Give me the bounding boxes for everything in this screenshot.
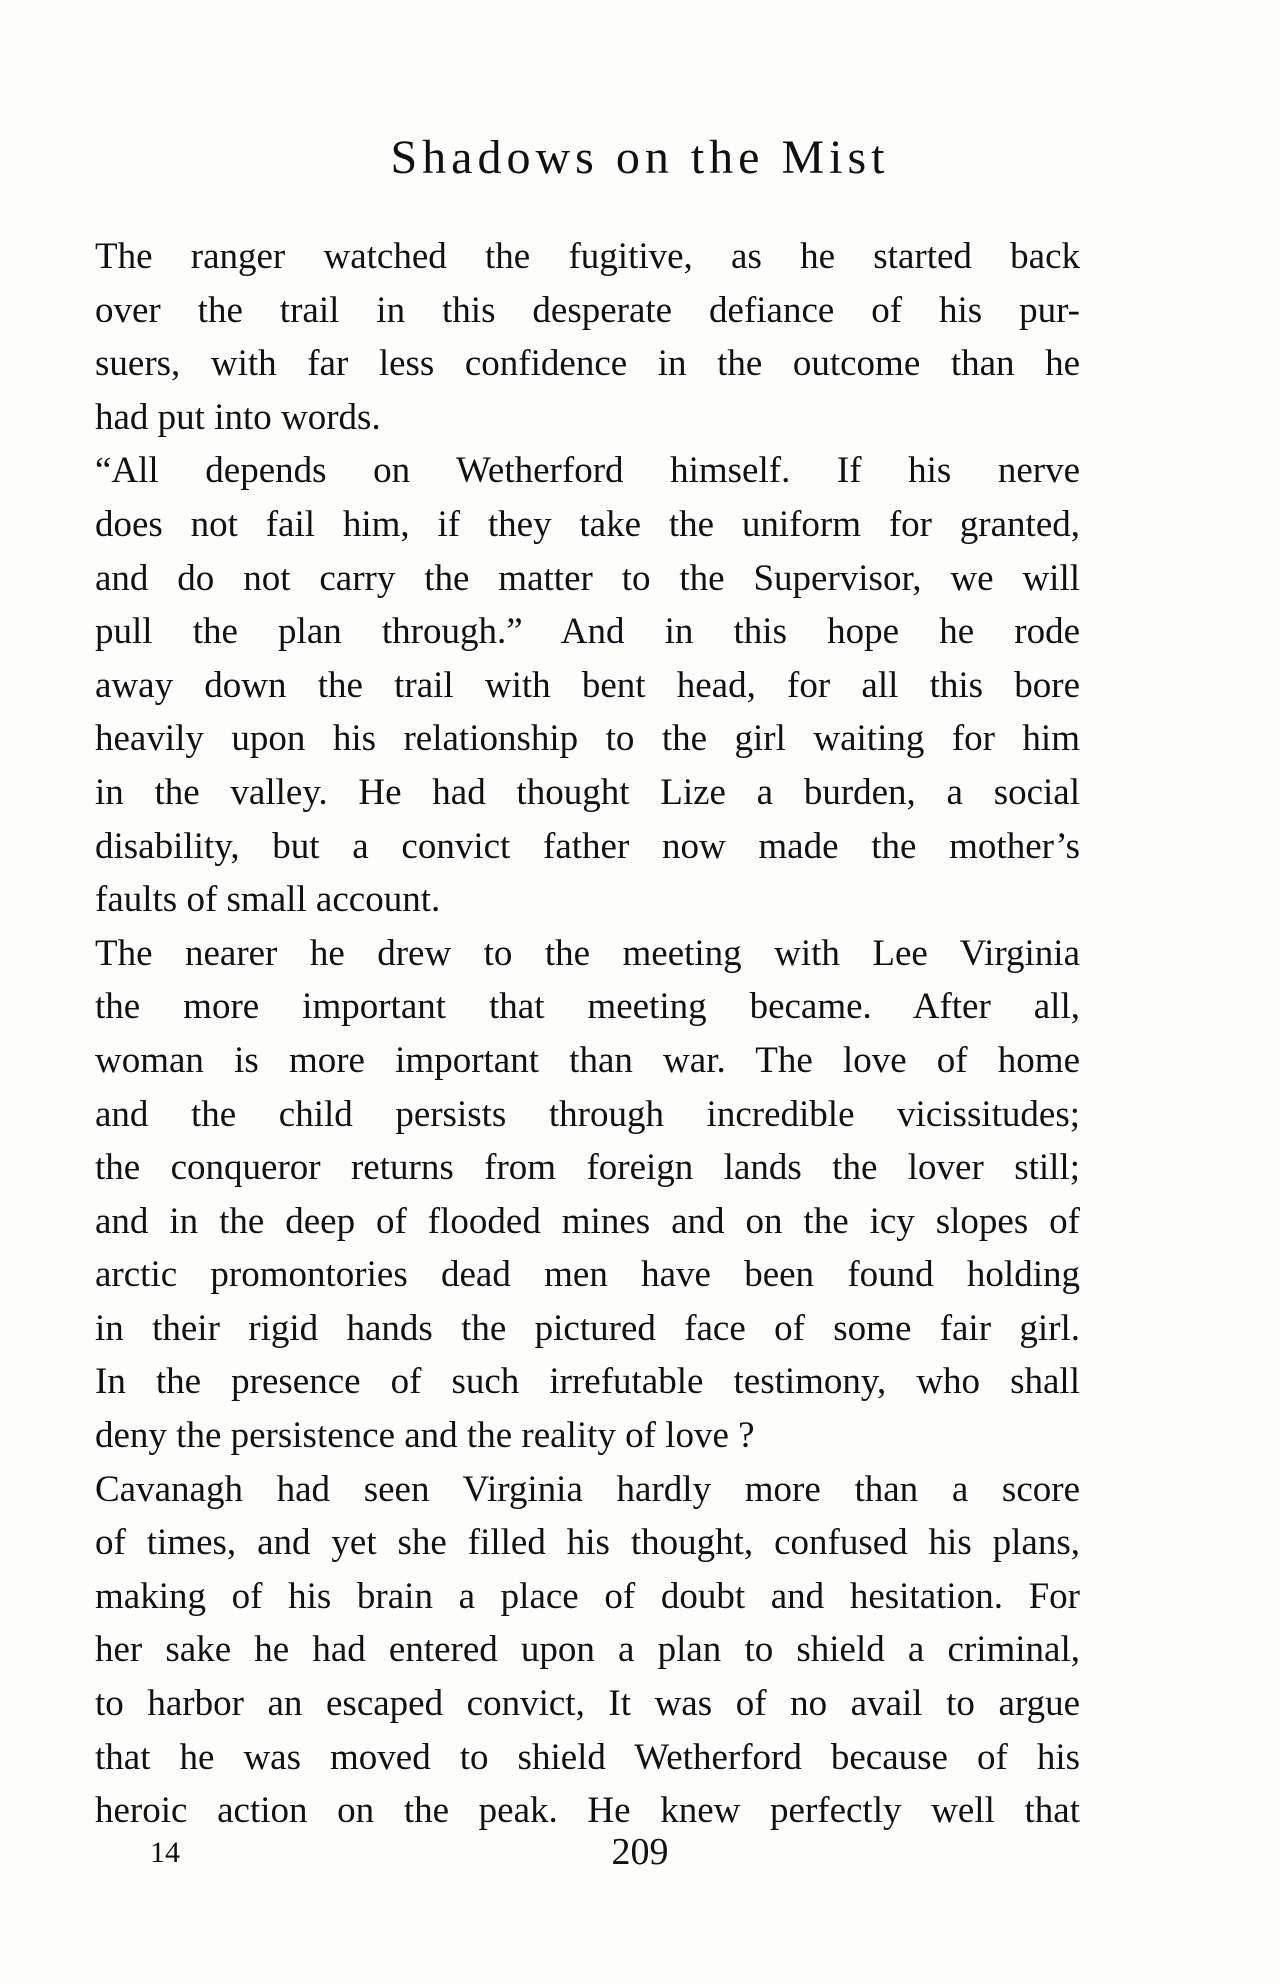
text-line: to harbor an escaped convict, It was of no avail to argue <box>95 1683 1080 1725</box>
text-line: suers, with far less confidence in the outcome than he <box>95 343 1080 385</box>
text-line: away down the trail with bent head, for all this bore <box>95 664 1080 706</box>
text-line: in the valley. He had thought Lize a burden, a social <box>95 771 1080 813</box>
text-line: pull the plan through.” And in this hope he rode <box>95 611 1080 653</box>
text-line: making of his brain a place of doubt and hesitation. For <box>95 1575 1080 1617</box>
text-line: in their rigid hands the pictured face of some fair girl. <box>95 1307 1080 1349</box>
text-line: arctic promontories dead men have been found holding <box>95 1254 1080 1296</box>
text-line: disability, but a convict father now made the mother’s <box>95 825 1080 867</box>
text-line: her sake he had entered upon a plan to shield a criminal, <box>95 1629 1080 1671</box>
text-line: The ranger watched the fugitive, as he started back <box>95 236 1080 277</box>
text-line: and the child persists through incredible vicissitudes; <box>95 1093 1080 1135</box>
page-number: 209 <box>611 1831 669 1873</box>
text-line: and in the deep of flooded mines and on the icy slopes of <box>95 1200 1080 1242</box>
text-line: that he was moved to shield Wetherford because of his <box>95 1736 1080 1778</box>
text-line: of times, and yet she filled his thought, confused his plans, <box>95 1522 1080 1564</box>
body-text <box>95 230 1080 1838</box>
text-line: deny the persistence and the reality of love ? <box>95 1415 755 1457</box>
text-line: the conqueror returns from foreign lands the lover still; <box>95 1147 1080 1189</box>
text-line: In the presence of such irrefutable testimony, who shall <box>95 1361 1080 1403</box>
text-line: faults of small account. <box>95 879 441 921</box>
text-line: woman is more important than war. The love of home <box>95 1039 1080 1081</box>
text-block <box>95 230 1080 1838</box>
text-line: heavily upon his relationship to the girl waiting for him <box>95 718 1080 760</box>
signature-mark: 14 <box>150 1836 180 1869</box>
text-line: the more important that meeting became. After all, <box>95 986 1080 1028</box>
text-line: “All depends on Wetherford himself. If his nerve <box>95 450 1080 492</box>
text-line: Cavanagh had seen Virginia hardly more than a score <box>95 1468 1080 1510</box>
text-line: does not fail him, if they take the uniform for granted, <box>95 503 1080 545</box>
running-head: Shadows on the Mist <box>390 131 890 184</box>
text-line: heroic action on the peak. He knew perfectly well that <box>95 1790 1080 1832</box>
text-line: The nearer he drew to the meeting with Lee Virginia <box>95 932 1080 974</box>
text-line: had put into words. <box>95 396 381 438</box>
text-line: and do not carry the matter to the Supervisor, we will <box>95 557 1080 599</box>
text-line: over the trail in this desperate defiance of his pur- <box>95 289 1080 331</box>
